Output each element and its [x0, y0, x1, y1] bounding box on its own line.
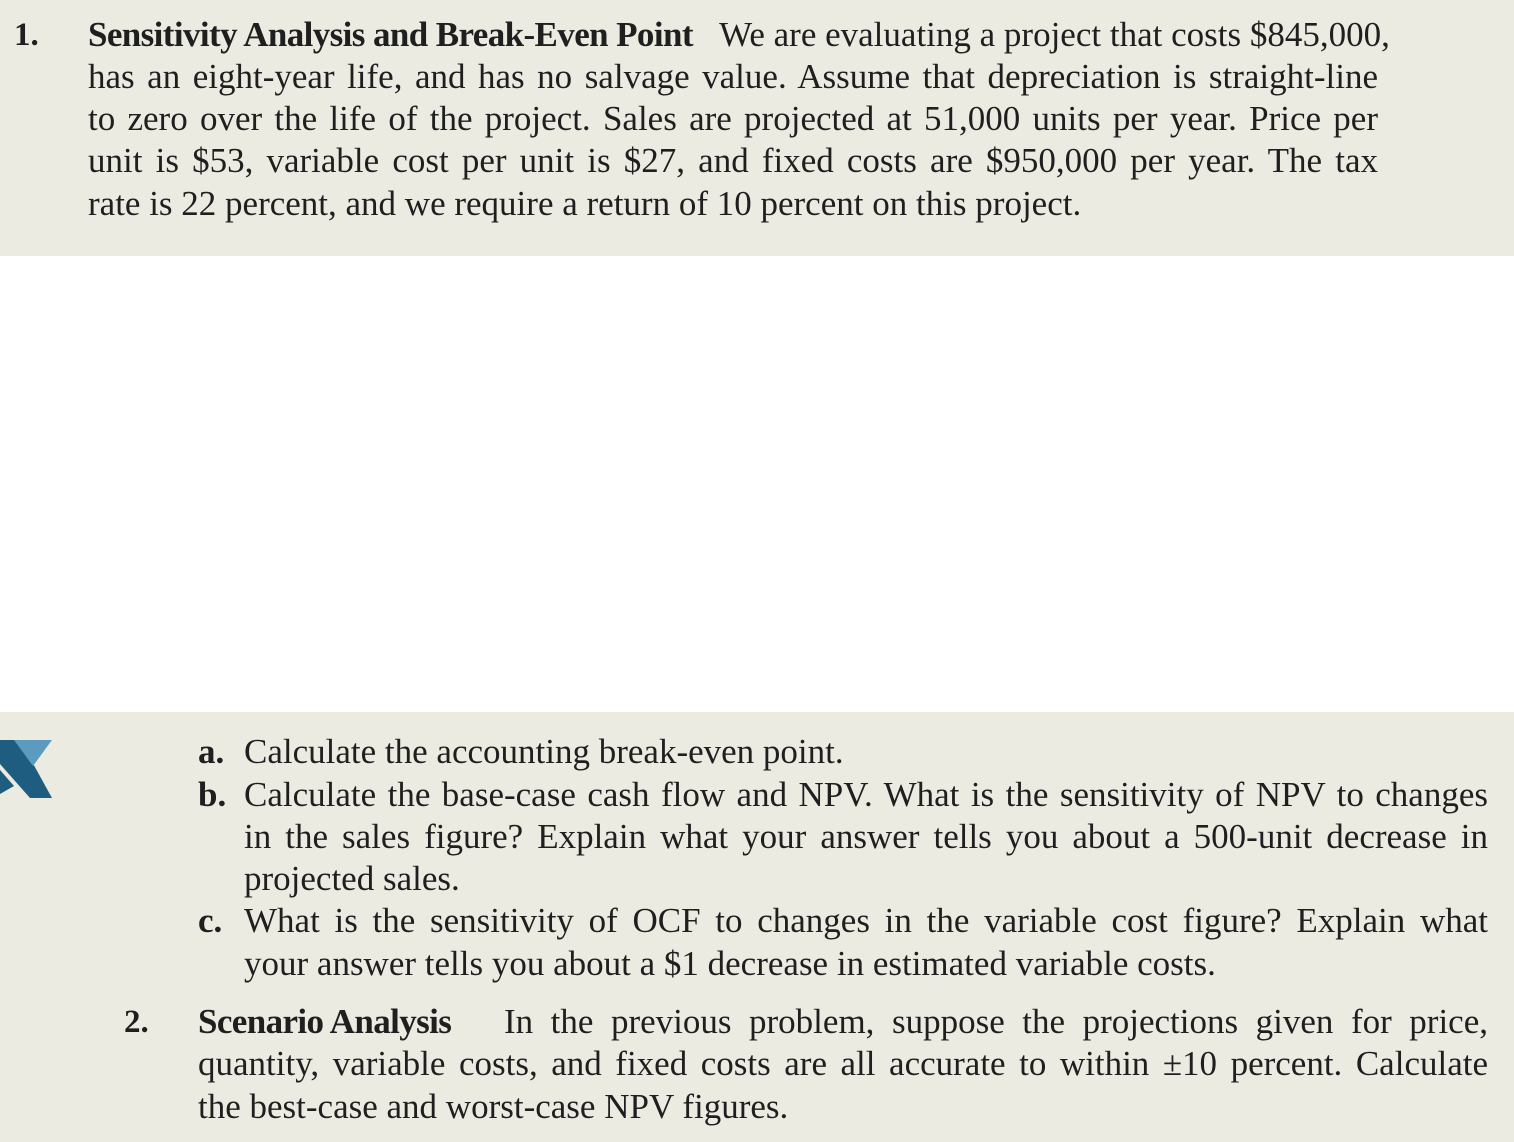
problem-1-text-1: We are evaluating a project that costs $845,000, — [719, 15, 1390, 54]
part-b-line-1 — [198, 774, 1488, 816]
part-b-text-1: Calculate the base-case cash flow and NPV. What is the sensitivity of NPV to changes — [244, 775, 1488, 814]
part-b-line-2: in the sales figure? Explain what your answer tells you about a 500-unit decrease in — [244, 817, 1488, 856]
problem-1-number: 1. — [14, 17, 39, 53]
problem-1-line-4: unit is $53, variable cost per unit is $27, and fixed costs are $950,000 per year. The tax — [88, 141, 1378, 180]
problem-1-line-2: has an eight-year life, and has no salvage value. Assume that depreciation is straight-line — [88, 57, 1378, 96]
part-a-text: Calculate the accounting break-even point. — [244, 732, 844, 771]
problem-2-line-2: quantity, variable costs, and fixed costs are all accurate to within ±10 percent. Calculate — [198, 1044, 1488, 1083]
problem-2-line-1 — [198, 1001, 1488, 1043]
part-b-label: b. — [198, 775, 227, 814]
problem-2-title: Scenario Analysis — [198, 1002, 452, 1041]
part-a — [198, 731, 844, 773]
part-c-label: c. — [198, 901, 223, 940]
problem-1-panel — [0, 0, 1514, 256]
problem-2-number: 2. — [124, 1004, 149, 1040]
part-b-line-3: projected sales. — [244, 859, 460, 898]
problem-1-line-3: to zero over the life of the project. Sales are projected at 51,000 units per year. Price per — [88, 99, 1378, 138]
problem-2-text-1: In the previous problem, suppose the projections given for price, — [503, 1002, 1488, 1041]
part-a-label: a. — [198, 732, 225, 771]
problem-1-line-5: rate is 22 percent, and we require a return of 10 percent on this project. — [88, 184, 1082, 223]
part-c-text-1: What is the sensitivity of OCF to changes in the variable cost figure? Explain what — [244, 901, 1488, 940]
part-c-line-1 — [198, 900, 1488, 942]
part-c-line-2: your answer tells you about a $1 decrease in estimated variable costs. — [244, 944, 1216, 983]
problem-1-title: Sensitivity Analysis and Break-Even Point — [88, 15, 693, 54]
publisher-logo-icon — [0, 740, 56, 800]
problem-1-line-1 — [88, 14, 1390, 56]
problem-2-line-3: the best-case and worst-case NPV figures. — [198, 1087, 789, 1126]
